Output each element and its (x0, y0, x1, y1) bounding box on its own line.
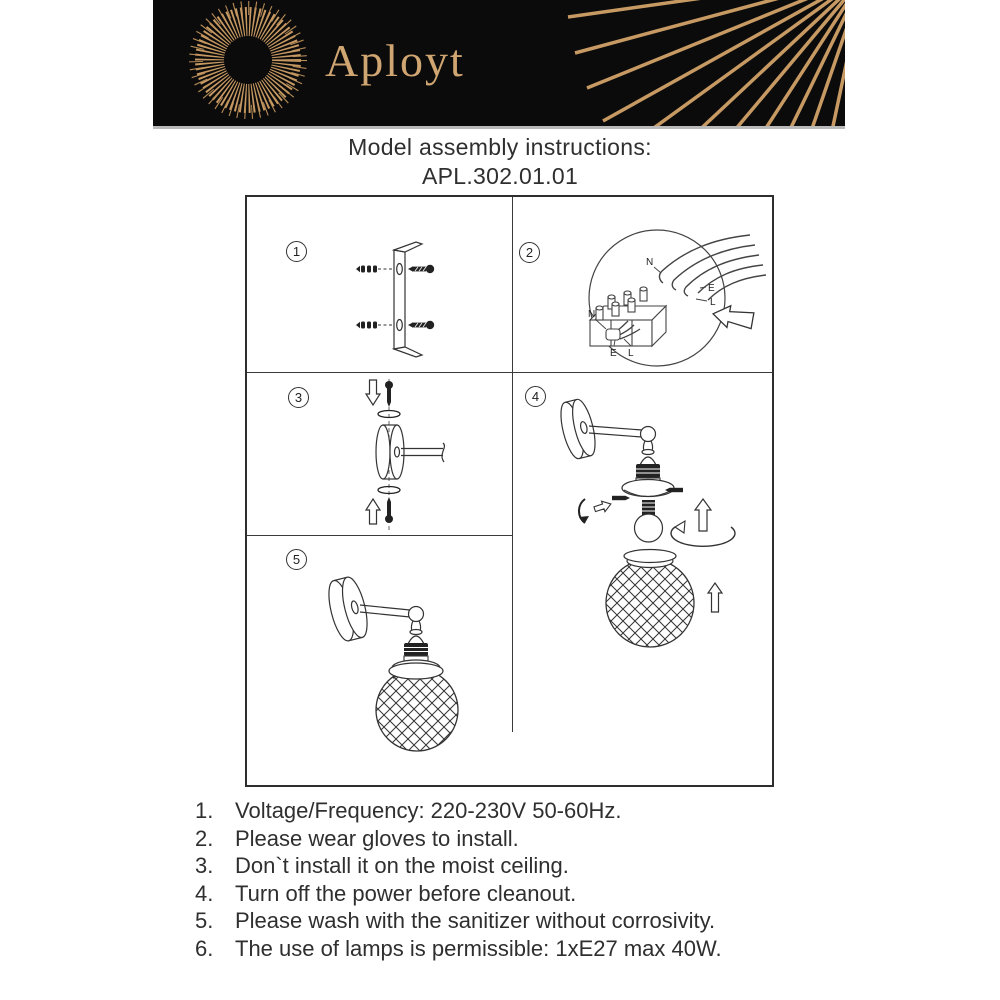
step-2-wiring-diagram (562, 225, 777, 375)
step-2-badge (519, 242, 540, 263)
instruction-item (195, 825, 855, 853)
item-text: Please wash with the sanitizer without corrosivity. (235, 908, 716, 934)
wire-label-l-bottom: L (628, 348, 634, 359)
instruction-item (195, 797, 855, 825)
step-1-number: 1 (292, 244, 301, 259)
item-text: Please wear gloves to install. (235, 825, 519, 851)
wall-anchor-icon (356, 266, 377, 329)
step-5-number: 5 (292, 552, 301, 567)
item-text: Turn off the power before cleanout. (235, 880, 577, 906)
brand-banner (153, 0, 845, 129)
item-number: 3. (195, 853, 214, 879)
wire-label-n-top: N (646, 257, 654, 268)
step-4-number: 4 (531, 389, 540, 404)
terminal-block (590, 287, 666, 346)
page-title: Model assembly instructions: (348, 134, 652, 160)
item-number: 5. (195, 908, 214, 934)
backplate-disc (376, 425, 404, 479)
wire-label-l-top: L (710, 297, 716, 308)
divider-vertical (512, 197, 513, 732)
step-1-badge (286, 241, 307, 262)
step-2-number: 2 (525, 245, 534, 260)
press-up-arrow-icon (366, 499, 380, 524)
instruction-item (195, 907, 855, 935)
step-3-backplate-diagram (357, 375, 467, 535)
insert-arrow-icon (593, 499, 613, 515)
mesh-globe (606, 549, 694, 647)
sunburst-logo-icon (188, 0, 308, 126)
instruction-item (195, 935, 855, 963)
step-3-number: 3 (294, 390, 303, 405)
item-number: 4. (195, 880, 214, 906)
item-text: Voltage/Frequency: 220-230V 50-60Hz. (235, 798, 622, 823)
screw-icon (408, 265, 434, 329)
press-down-arrow-icon (366, 380, 380, 405)
wall-disc (556, 397, 599, 461)
wire-label-e-bottom: E (610, 348, 617, 359)
top-screw-icon (385, 381, 393, 407)
wire-label-n-bottom: N (588, 309, 596, 320)
wall-disc (324, 575, 372, 643)
assembly-diagram-box (245, 195, 774, 787)
instruction-list (195, 797, 855, 963)
model-number: APL.302.01.01 (421, 163, 579, 189)
item-text: Don`t install it on the moist ceiling. (235, 853, 569, 879)
title-block (0, 133, 1000, 191)
lamp-arm (360, 605, 424, 635)
step-3-badge (288, 387, 309, 408)
lamp-socket (389, 636, 443, 679)
instruction-item (195, 880, 855, 908)
mount-globe-arrow-icon (708, 583, 722, 612)
item-text: The use of lamps is permissible: 1xE27 max 40W. (235, 935, 722, 961)
bottom-screw-icon (385, 497, 393, 523)
lamp-arm (401, 443, 444, 462)
light-bulb-icon (635, 500, 663, 542)
lamp-arm (589, 426, 656, 455)
step-4-bulb-shade-diagram (527, 387, 772, 672)
instruction-item (195, 852, 855, 880)
divider-horizontal-2 (247, 535, 512, 536)
lift-up-arrow-icon (695, 499, 711, 531)
brand-name: Aployt (325, 35, 465, 86)
step-5-assembled-lamp-diagram (282, 547, 472, 762)
step-1-bracket-diagram (342, 237, 452, 362)
wire-label-e-top: E (708, 283, 715, 294)
item-number: 2. (195, 825, 214, 851)
item-number: 1. (195, 798, 214, 823)
push-direction-arrow-icon (711, 303, 754, 332)
corner-rays-icon (545, 0, 845, 126)
item-number: 6. (195, 935, 214, 961)
